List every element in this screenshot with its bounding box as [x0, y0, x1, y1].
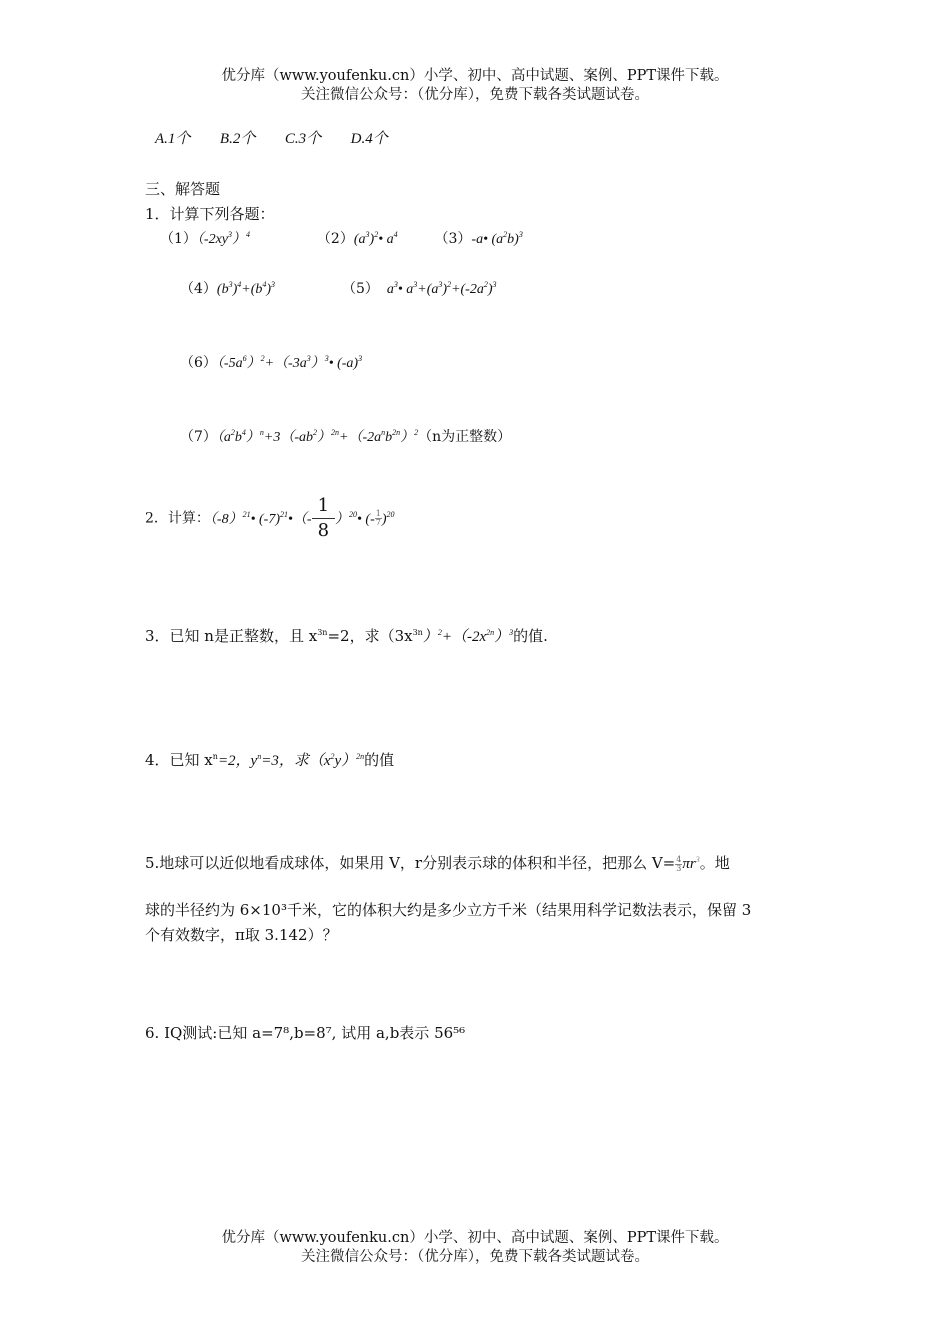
q1-part5-expr: $a^3•$ $a^3+(a^3)^2+(-2a^2)^3$	[386, 280, 497, 297]
q1-part7-label: （7）	[180, 429, 217, 445]
choice-c: C.3个	[284, 131, 322, 147]
q1-row-1	[160, 228, 523, 248]
q5-line1-post: 。地	[699, 854, 730, 872]
q4-line: 4．已知 $x^n=2$，$y^n=3$，求$(x^2y)^{2n}$的值	[145, 751, 395, 769]
q1-row-4	[180, 426, 511, 446]
q1-part7-expr: $(a^2b^4)^n+3(-ab^2)^{2n}+(-2a^nb^{2n})^2$	[216, 428, 419, 445]
q3-end: 的值.	[513, 627, 548, 645]
q5-fraction-four-thirds: $\frac{4}{3}$	[676, 854, 682, 873]
q2-expr-a: $(-8)^{21}•$ $(-7)^{21}•(-$	[209, 509, 312, 527]
q2-title: 2．计算：	[145, 510, 210, 527]
q3-prefix: 3．已知 n是正整数，且 x	[145, 627, 318, 645]
q2-expr-b: ）$^{20}$• (-	[335, 509, 375, 527]
choices-line	[155, 127, 388, 148]
header-line-2: 关注微信公众号：（优分库），免费下载各类试题试卷。	[301, 87, 649, 103]
q2-expr-c: )$^{20}$	[381, 509, 395, 527]
header-line-1: 优分库（www.youfenku.cn）小学、初中、高中试题、案例、PPT课件下载。	[221, 68, 729, 84]
section-title: 三、解答题	[145, 180, 221, 198]
q1-part6-expr: $(-5a^6)^2+(-3a^3)^3•$ $(-a)^3$	[216, 354, 363, 371]
choice-d: D.4个	[350, 131, 388, 147]
q1-part7-note: （n为正整数）	[418, 429, 512, 445]
q6-line: 6. IQ测试:已知 a=7⁸,b=8⁷, 试用 a,b表示 56⁵⁶	[145, 1024, 466, 1042]
q3-line: 3．已知 n是正整数，且 $x^{3n}=2$，求$(3x^{3n})^2+(-2x^{2n})^3$的值.	[145, 627, 548, 645]
q3-mid: =2，求（3x	[327, 627, 413, 645]
q1-row-3	[180, 352, 362, 372]
q1-row-2	[180, 278, 497, 298]
footer-line-2: 关注微信公众号：（优分库），免费下载各类试题试卷。	[301, 1249, 649, 1265]
q1-part4-expr: $(b^3)^4+(b^4)^3$	[216, 280, 276, 297]
q5-line1-pre: 5.地球可以近似地看成球体，如果用 V，r分别表示球的体积和半径，把那么 V=	[145, 854, 676, 872]
q1-part1-expr: $(-2xy^3)^4$	[196, 230, 251, 247]
q5-line-1: 5.地球可以近似地看成球体，如果用 V，r分别表示球的体积和半径，把那么 V= $\frac{4}{3}$ $\pi r^3$。地	[145, 854, 730, 873]
q4-end: 的值	[364, 751, 395, 769]
q2-line	[145, 497, 395, 540]
q4-prefix: 4．已知 x	[145, 751, 213, 769]
q1-part3-expr: -a• $(a^2b)^3$	[471, 230, 523, 247]
q1-part1-label: （1）	[160, 231, 197, 247]
footer-line-1: 优分库（www.youfenku.cn）小学、初中、高中试题、案例、PPT课件下载。	[221, 1230, 729, 1246]
q5-line-2: 球的半径约为 6×10³千米，它的体积大约是多少立方千米（结果用科学记数法表示，保留 3	[145, 901, 752, 919]
q1-part3-label: （3）	[434, 231, 472, 247]
q1-part6-label: （6）	[180, 355, 217, 371]
choice-a: A.1个	[155, 131, 191, 147]
q1-part4-label: （4）	[180, 281, 217, 297]
q2-fraction-one-eighth: $\frac{1}{8}$	[312, 497, 335, 540]
q1-part2-expr: $(a^3)^2•$ $a^4$	[353, 230, 398, 247]
q5-line-3: 个有效数字，π取 3.142）？	[145, 926, 338, 944]
q1-title: 1．计算下列各题：	[145, 205, 275, 223]
choice-b: B.2个	[219, 131, 256, 147]
q2-fraction-one-seventh: $\frac{1}{7}$	[375, 509, 381, 527]
q1-part5-label: （5）	[341, 281, 379, 297]
q1-part2-label: （2）	[316, 231, 354, 247]
